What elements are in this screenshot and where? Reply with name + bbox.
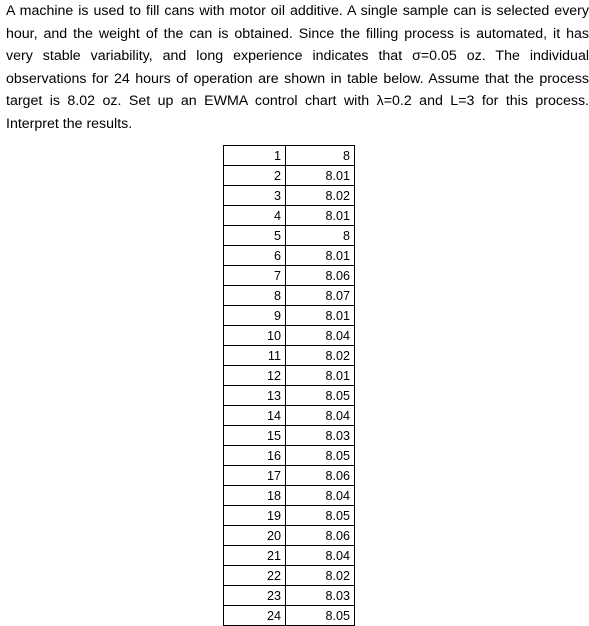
hour-cell: 8 (224, 286, 286, 306)
weight-cell: 8.01 (286, 206, 355, 226)
table-row (224, 506, 355, 526)
table-row (224, 546, 355, 566)
hour-cell: 19 (224, 506, 286, 526)
table-row (224, 566, 355, 586)
table-row (224, 386, 355, 406)
weight-cell: 8.06 (286, 526, 355, 546)
weight-cell: 8.06 (286, 466, 355, 486)
hour-cell: 21 (224, 546, 286, 566)
weight-cell: 8.05 (286, 386, 355, 406)
problem-line: observations for 24 hours of operation are shown in table below. Assume that the process (6, 70, 589, 87)
weight-cell: 8.01 (286, 366, 355, 386)
weight-cell: 8.06 (286, 266, 355, 286)
hour-cell: 22 (224, 566, 286, 586)
hour-cell: 6 (224, 246, 286, 266)
table-row (224, 586, 355, 606)
table-row (224, 306, 355, 326)
table-row (224, 606, 355, 626)
hour-cell: 11 (224, 346, 286, 366)
hour-cell: 10 (224, 326, 286, 346)
table-row (224, 526, 355, 546)
problem-line: A machine is used to fill cans with motor oil additive. A single sample can is selected every (6, 3, 589, 19)
weight-cell: 8.04 (286, 546, 355, 566)
weight-cell: 8.05 (286, 606, 355, 626)
hour-cell: 13 (224, 386, 286, 406)
hour-cell: 16 (224, 446, 286, 466)
problem-line: hour, and the weight of the can is obtained. Since the filling process is automated, it has (6, 25, 589, 42)
hour-cell: 7 (224, 266, 286, 286)
weight-cell: 8.02 (286, 566, 355, 586)
weight-cell: 8.01 (286, 306, 355, 326)
hour-cell: 20 (224, 526, 286, 546)
hour-cell: 23 (224, 586, 286, 606)
hour-cell: 5 (224, 226, 286, 246)
weight-cell: 8 (286, 226, 355, 246)
table-row (224, 426, 355, 446)
table-row (224, 406, 355, 426)
weight-cell: 8.03 (286, 426, 355, 446)
weight-cell: 8.07 (286, 286, 355, 306)
table-row (224, 286, 355, 306)
weight-cell: 8.05 (286, 446, 355, 466)
weight-cell: 8.01 (286, 246, 355, 266)
weight-cell: 8 (286, 146, 355, 166)
observations-table-body (224, 146, 355, 626)
weight-cell: 8.03 (286, 586, 355, 606)
table-row (224, 366, 355, 386)
problem-line: very stable variability, and long experience indicates that σ=0.05 oz. The individual (6, 48, 589, 65)
table-row (224, 186, 355, 206)
hour-cell: 1 (224, 146, 286, 166)
hour-cell: 2 (224, 166, 286, 186)
table-row (224, 346, 355, 366)
problem-line: Interpret the results. (6, 115, 133, 132)
table-row (224, 466, 355, 486)
hour-cell: 24 (224, 606, 286, 626)
weight-cell: 8.04 (286, 326, 355, 346)
table-row (224, 486, 355, 506)
table-row (224, 266, 355, 286)
weight-cell: 8.02 (286, 186, 355, 206)
hour-cell: 14 (224, 406, 286, 426)
table-row (224, 326, 355, 346)
table-row (224, 226, 355, 246)
table-row (224, 206, 355, 226)
hour-cell: 18 (224, 486, 286, 506)
table-row (224, 246, 355, 266)
weight-cell: 8.01 (286, 166, 355, 186)
table-row (224, 166, 355, 186)
hour-cell: 17 (224, 466, 286, 486)
table-row (224, 146, 355, 166)
observations-table (223, 145, 355, 626)
hour-cell: 12 (224, 366, 286, 386)
problem-statement (6, 0, 589, 136)
weight-cell: 8.05 (286, 506, 355, 526)
hour-cell: 3 (224, 186, 286, 206)
weight-cell: 8.02 (286, 346, 355, 366)
hour-cell: 4 (224, 206, 286, 226)
hour-cell: 15 (224, 426, 286, 446)
problem-line: target is 8.02 oz. Set up an EWMA control chart with λ=0.2 and L=3 for this process. (6, 93, 589, 110)
weight-cell: 8.04 (286, 406, 355, 426)
weight-cell: 8.04 (286, 486, 355, 506)
table-row (224, 446, 355, 466)
hour-cell: 9 (224, 306, 286, 326)
